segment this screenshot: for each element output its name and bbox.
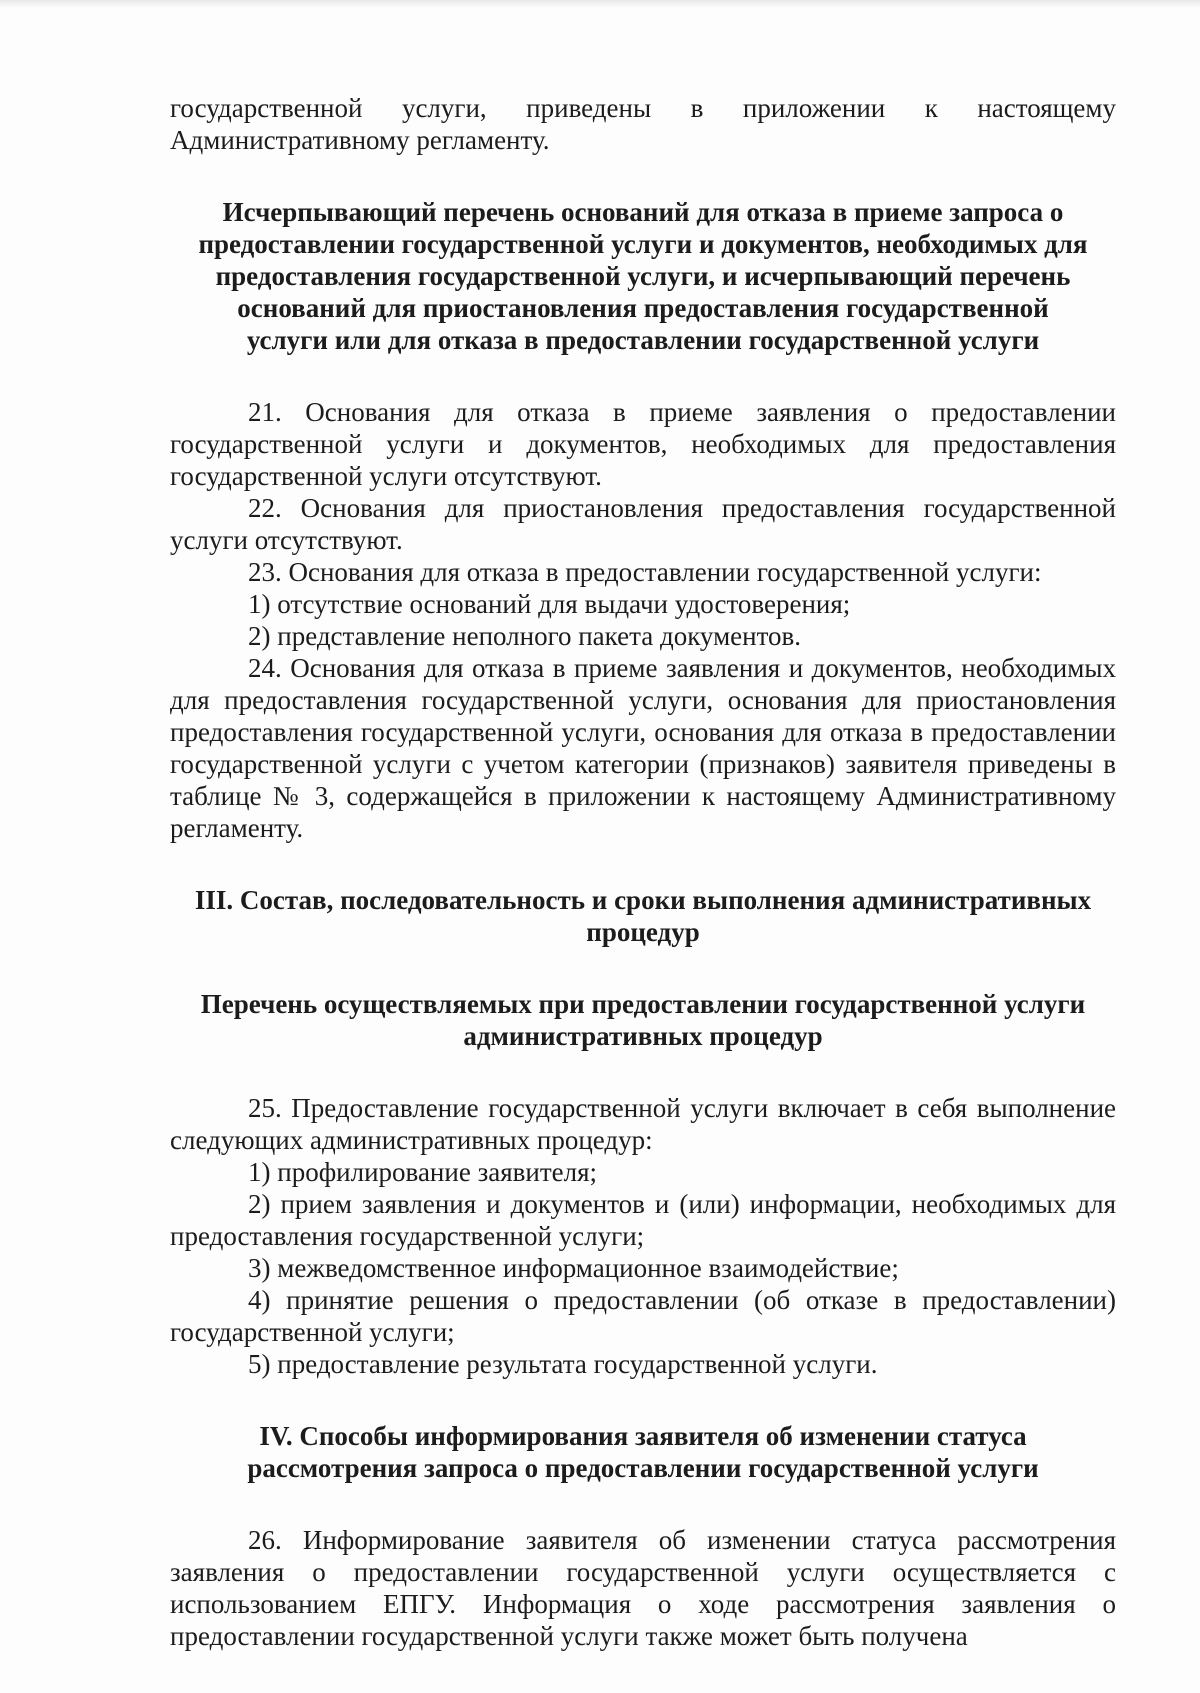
paragraph-21: 21. Основания для отказа в приеме заявления о предоставлении государственной услуги и документов, необходимых для предоставления государственной услуги отсутствуют. [170, 397, 1116, 491]
paragraph-23-item-1: 1) отсутствие оснований для выдачи удостоверения; [248, 589, 851, 619]
section-iii-heading: III. Состав, последовательность и сроки выполнения административных процедур [194, 885, 1092, 947]
paragraph-25-item-5: 5) предоставление результата государственной услуги. [248, 1349, 878, 1379]
paragraph-24: 24. Основания для отказа в приеме заявления и документов, необходимых для предоставления государственной услуги, основания для приостановления предоставления государственной услуги, основания для отказа в предоставлении государственной услуги с учетом категории (признаков) заявителя приведены в таблице № 3, содержащейся в приложении к настоящему Административному регламенту. [170, 653, 1116, 843]
paragraph-23-item-2: 2) представление неполного пакета документов. [248, 621, 802, 651]
section-iv-heading: IV. Способы информирования заявителя об изменении статуса рассмотрения запроса о предоставлении государственной услуги [247, 1421, 1039, 1483]
paragraph-25-item-1: 1) профилирование заявителя; [248, 1157, 598, 1187]
paragraph-25-item-3: 3) межведомственное информационное взаимодействие; [248, 1253, 899, 1283]
paragraph-25: 25. Предоставление государственной услуги включает в себя выполнение следующих административных процедур: [170, 1093, 1116, 1155]
scan-edge-shadow [0, 0, 1200, 8]
section-refusal-heading: Исчерпывающий перечень оснований для отказа в приеме запроса о предоставлении государственной услуги и документов, необходимых для предоставления государственной услуги, и исчерпывающий перечень оснований для приостановления предоставления государственной услуги или для отказа в предоставлении государственной услуги [198, 197, 1088, 355]
paragraph-25-item-4: 4) принятие решения о предоставлении (об отказе в предоставлении) государственной услуги; [170, 1285, 1116, 1347]
paragraph-26: 26. Информирование заявителя об изменении статуса рассмотрения заявления о предоставлении государственной услуги осуществляется с использованием ЕПГУ. Информация о ходе рассмотрения заявления о предоставлении государственной услуги также может быть получена [170, 1525, 1116, 1651]
paragraph-22: 22. Основания для приостановления предоставления государственной услуги отсутствуют. [170, 493, 1116, 555]
paragraph-25-item-2: 2) прием заявления и документов и (или) информации, необходимых для предоставления государственной услуги; [170, 1189, 1116, 1251]
subsection-procedures-heading: Перечень осуществляемых при предоставлении государственной услуги административных процедур [200, 989, 1086, 1051]
document-content [170, 92, 1116, 1652]
intro-paragraph: государственной услуги, приведены в приложении к настоящему Административному регламенту. [170, 93, 1116, 155]
paragraph-23: 23. Основания для отказа в предоставлении государственной услуги: [248, 557, 1042, 587]
